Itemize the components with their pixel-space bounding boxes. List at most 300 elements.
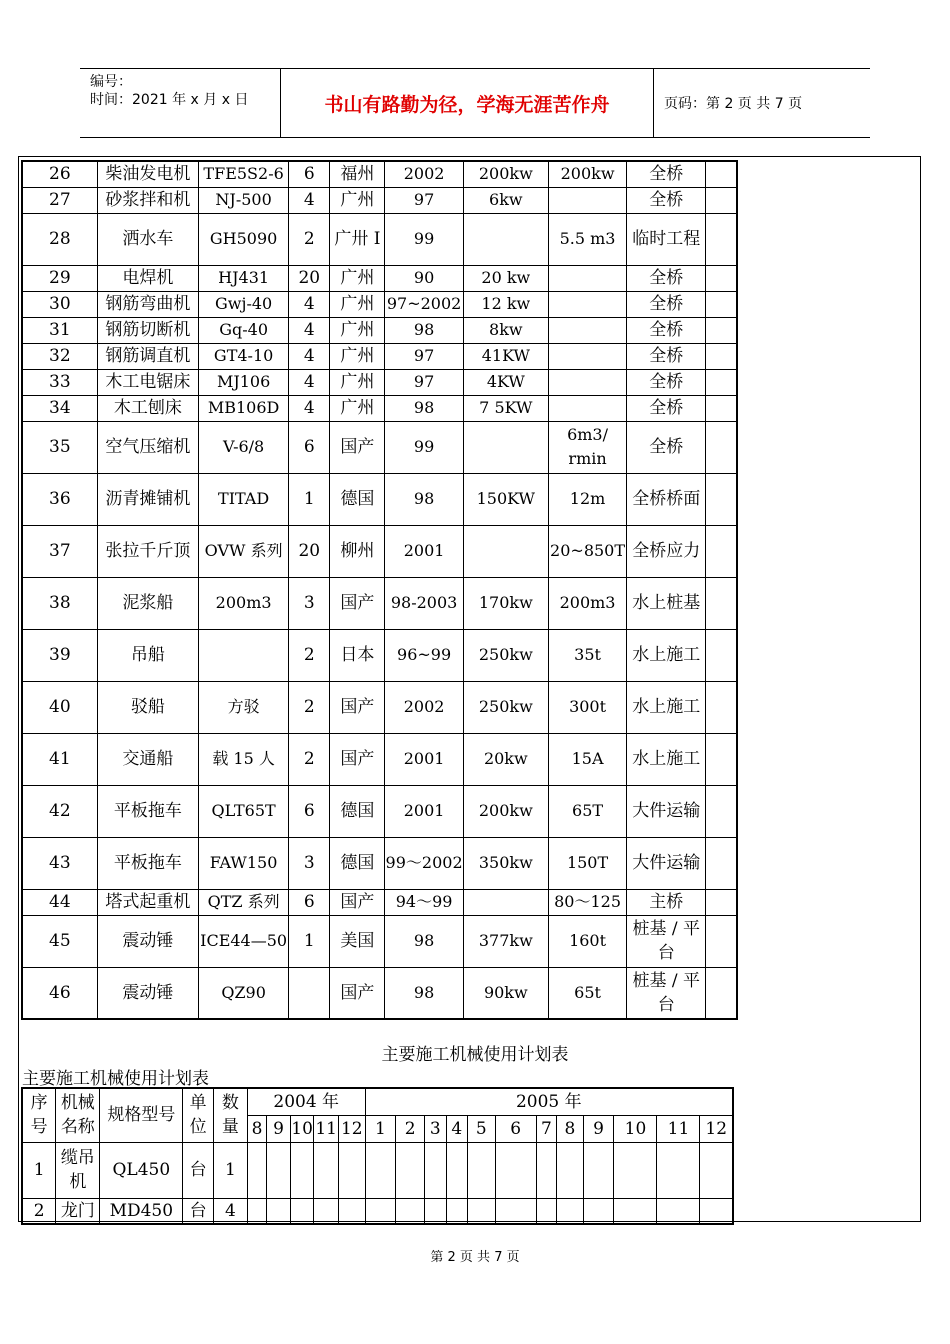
schedule-cell xyxy=(396,1198,425,1224)
table-cell: 45 xyxy=(22,915,97,967)
table-cell: 2002 xyxy=(385,681,463,733)
table-cell: 29 xyxy=(22,265,97,291)
table-cell: 平板拖车 xyxy=(97,785,198,837)
schedule-cell xyxy=(700,1198,733,1224)
table-cell: QZ90 xyxy=(198,967,288,1019)
table-cell xyxy=(706,369,737,395)
table-cell: 98 xyxy=(385,317,463,343)
schedule-cell xyxy=(365,1198,396,1224)
table-row xyxy=(22,473,737,525)
month-header-2005: 8 xyxy=(557,1115,584,1142)
table-cell: 水上施工 xyxy=(627,681,706,733)
schedule-cell xyxy=(446,1142,468,1198)
table-cell: 20 xyxy=(289,265,330,291)
header-year-2005: 2005 年 xyxy=(365,1088,733,1115)
header-quantity: 数量 xyxy=(214,1088,248,1142)
table-cell: 20 xyxy=(289,525,330,577)
table-cell: 4 xyxy=(289,317,330,343)
table-cell xyxy=(706,837,737,889)
month-header-2005: 4 xyxy=(446,1115,468,1142)
schedule-cell xyxy=(657,1142,700,1198)
table-cell: 2001 xyxy=(385,733,463,785)
table-cell: 2 xyxy=(289,213,330,265)
table-cell: 39 xyxy=(22,629,97,681)
table-cell xyxy=(706,577,737,629)
table-cell: QL450 xyxy=(100,1142,183,1198)
table-cell: 德国 xyxy=(330,837,385,889)
schedule-cell xyxy=(700,1142,733,1198)
table-cell: 全桥 xyxy=(627,343,706,369)
schedule-cell xyxy=(536,1198,556,1224)
table-cell: 6 xyxy=(289,161,330,187)
table-cell: 2 xyxy=(289,733,330,785)
table-cell: 方驳 xyxy=(198,681,288,733)
table-row xyxy=(22,421,737,473)
schedule-cell xyxy=(583,1142,614,1198)
schedule-cell xyxy=(468,1142,496,1198)
table-cell: 广州 xyxy=(330,291,385,317)
header-meta xyxy=(80,69,281,137)
month-header-2005: 12 xyxy=(700,1115,733,1142)
table-cell: 全桥桥面 xyxy=(627,473,706,525)
table-cell: 驳船 xyxy=(97,681,198,733)
table-cell: 43 xyxy=(22,837,97,889)
schedule-cell xyxy=(365,1142,396,1198)
month-header-2005: 3 xyxy=(425,1115,447,1142)
table-cell: 65T xyxy=(548,785,626,837)
table-row xyxy=(22,1198,733,1224)
table-cell xyxy=(548,395,626,421)
month-header-2004: 12 xyxy=(338,1115,365,1142)
table-cell: 钢筋切断机 xyxy=(97,317,198,343)
table-cell xyxy=(706,889,737,915)
table-cell: 99 xyxy=(385,213,463,265)
schedule-cell xyxy=(247,1142,266,1198)
schedule-cell xyxy=(425,1198,447,1224)
table-cell: 洒水车 xyxy=(97,213,198,265)
table-cell: 平板拖车 xyxy=(97,837,198,889)
table-cell: 国产 xyxy=(330,733,385,785)
table-cell: 全桥 xyxy=(627,161,706,187)
table-cell xyxy=(463,213,548,265)
table-cell: 全桥 xyxy=(627,317,706,343)
table-cell: 6m3/ rmin xyxy=(548,421,626,473)
table-cell xyxy=(463,889,548,915)
table-cell xyxy=(706,629,737,681)
table-row xyxy=(22,187,737,213)
table-cell: 广州 xyxy=(330,395,385,421)
table-cell: 42 xyxy=(22,785,97,837)
table-cell: MD450 xyxy=(100,1198,183,1224)
time-label: 时间：2021 年 x 月 x 日 xyxy=(90,92,249,108)
schedule-cell xyxy=(468,1198,496,1224)
table-cell xyxy=(706,291,737,317)
schedule-cell xyxy=(290,1142,314,1198)
month-header-2005: 1 xyxy=(365,1115,396,1142)
table-cell: 98 xyxy=(385,967,463,1019)
table-cell: 广州 xyxy=(330,317,385,343)
schedule-cell xyxy=(338,1198,365,1224)
schedule-cell xyxy=(557,1198,584,1224)
table-row xyxy=(22,837,737,889)
table-cell: 钢筋调直机 xyxy=(97,343,198,369)
table-cell xyxy=(463,525,548,577)
table-cell: 大件运输 xyxy=(627,837,706,889)
table-cell: 26 xyxy=(22,161,97,187)
page-footer: 第 2 页 共 7 页 xyxy=(430,1250,520,1265)
month-header-2005: 11 xyxy=(657,1115,700,1142)
table-cell: 电焊机 xyxy=(97,265,198,291)
header-unit: 单位 xyxy=(183,1088,214,1142)
table-cell: 国产 xyxy=(330,421,385,473)
table-cell: 德国 xyxy=(330,473,385,525)
table-row xyxy=(22,369,737,395)
table-cell: 吊船 xyxy=(97,629,198,681)
table-cell xyxy=(548,343,626,369)
table-cell xyxy=(289,967,330,1019)
table-cell xyxy=(706,967,737,1019)
table-cell: 2 xyxy=(289,629,330,681)
table-cell: 水上施工 xyxy=(627,733,706,785)
table-cell: 35 xyxy=(22,421,97,473)
table-caption: 主要施工机械使用计划表 xyxy=(381,1045,569,1065)
table-cell: 日本 xyxy=(330,629,385,681)
table-cell: 砂浆拌和机 xyxy=(97,187,198,213)
month-header-2005: 9 xyxy=(583,1115,614,1142)
table-cell: OVW 系列 xyxy=(198,525,288,577)
table-cell: 4 xyxy=(289,291,330,317)
table-cell: 台 xyxy=(183,1142,214,1198)
table-cell: 龙门 xyxy=(56,1198,100,1224)
month-header-2005: 10 xyxy=(614,1115,657,1142)
equipment-table xyxy=(21,160,738,1020)
table-cell: 塔式起重机 xyxy=(97,889,198,915)
table-cell xyxy=(548,187,626,213)
schedule-cell xyxy=(657,1198,700,1224)
table-cell: 全桥应力 xyxy=(627,525,706,577)
month-header-2004: 10 xyxy=(290,1115,314,1142)
table-cell: TITAD xyxy=(198,473,288,525)
page-header xyxy=(80,68,870,138)
table-cell: 大件运输 xyxy=(627,785,706,837)
table-cell: 8kw xyxy=(463,317,548,343)
table-cell: 97~2002 xyxy=(385,291,463,317)
table-cell: 2 xyxy=(22,1198,56,1224)
table-cell: 99～2002 xyxy=(385,837,463,889)
table-cell xyxy=(198,629,288,681)
table-cell xyxy=(706,915,737,967)
table-cell: 300t xyxy=(548,681,626,733)
table-cell: 交通船 xyxy=(97,733,198,785)
table-cell: 40 xyxy=(22,681,97,733)
table-cell: 3 xyxy=(289,577,330,629)
month-header-2005: 5 xyxy=(468,1115,496,1142)
month-header-2004: 11 xyxy=(314,1115,339,1142)
schedule-cell xyxy=(446,1198,468,1224)
table-row xyxy=(22,681,737,733)
table-cell: 5.5 m3 xyxy=(548,213,626,265)
table-cell: 97 xyxy=(385,187,463,213)
table-cell: 150KW xyxy=(463,473,548,525)
schedule-cell xyxy=(495,1142,536,1198)
table-cell: 4 xyxy=(289,369,330,395)
table-cell: 46 xyxy=(22,967,97,1019)
table-cell xyxy=(706,213,737,265)
table-cell: 木工电锯床 xyxy=(97,369,198,395)
table-row xyxy=(22,161,737,187)
table-row xyxy=(22,213,737,265)
table-cell: GH5090 xyxy=(198,213,288,265)
header-spec: 规格型号 xyxy=(100,1088,183,1142)
table-cell: 临时工程 xyxy=(627,213,706,265)
schedule-cell xyxy=(314,1142,339,1198)
table-cell xyxy=(548,317,626,343)
table-cell: 34 xyxy=(22,395,97,421)
table-cell: 钢筋弯曲机 xyxy=(97,291,198,317)
schedule-cell xyxy=(338,1142,365,1198)
table-cell: 200m3 xyxy=(548,577,626,629)
table-cell: 水上桩基 xyxy=(627,577,706,629)
table-cell: 广州 xyxy=(330,187,385,213)
table-cell xyxy=(706,187,737,213)
table-cell: 泥浆船 xyxy=(97,577,198,629)
month-header-2004: 9 xyxy=(267,1115,291,1142)
table-cell xyxy=(706,161,737,187)
table-cell: 台 xyxy=(183,1198,214,1224)
table-cell: 4 xyxy=(289,395,330,421)
table-cell: 张拉千斤顶 xyxy=(97,525,198,577)
table-cell: 空气压缩机 xyxy=(97,421,198,473)
table-cell xyxy=(706,343,737,369)
table-cell: 德国 xyxy=(330,785,385,837)
table-cell: 90kw xyxy=(463,967,548,1019)
table-cell: 柳州 xyxy=(330,525,385,577)
table-cell: 广州 xyxy=(330,343,385,369)
table-cell: 震动锤 xyxy=(97,967,198,1019)
table-row xyxy=(22,889,737,915)
table-cell: 35t xyxy=(548,629,626,681)
table-row xyxy=(22,967,737,1019)
table-cell: 170kw xyxy=(463,577,548,629)
header-machine-name: 机械名称 xyxy=(56,1088,100,1142)
table-cell: 国产 xyxy=(330,681,385,733)
schedule-cell xyxy=(557,1142,584,1198)
table-row xyxy=(22,629,737,681)
table-cell: 4 xyxy=(214,1198,248,1224)
schedule-cell xyxy=(536,1142,556,1198)
table-cell: Gwj-40 xyxy=(198,291,288,317)
table-row xyxy=(22,1142,733,1198)
table-cell: 2 xyxy=(289,681,330,733)
table-cell: 6 xyxy=(289,785,330,837)
table-cell: 200kw xyxy=(463,785,548,837)
table-cell: 250kw xyxy=(463,629,548,681)
table-cell: 99 xyxy=(385,421,463,473)
table-cell: 38 xyxy=(22,577,97,629)
table-cell: FAW150 xyxy=(198,837,288,889)
table-row xyxy=(22,343,737,369)
table-cell: 98-2003 xyxy=(385,577,463,629)
table-cell: 缆吊机 xyxy=(56,1142,100,1198)
table-cell: 98 xyxy=(385,395,463,421)
table-cell: HJ431 xyxy=(198,265,288,291)
schedule-cell xyxy=(267,1142,291,1198)
table-row xyxy=(22,733,737,785)
table-cell: 28 xyxy=(22,213,97,265)
table-cell: 1 xyxy=(289,473,330,525)
section-title: 主要施工机械使用计划表 xyxy=(22,1069,209,1089)
table-cell: 15A xyxy=(548,733,626,785)
table-cell xyxy=(548,369,626,395)
table-row xyxy=(22,915,737,967)
table-cell: 2001 xyxy=(385,525,463,577)
table-cell: V-6/8 xyxy=(198,421,288,473)
table-cell: 20~850T xyxy=(548,525,626,577)
table-cell: 20 kw xyxy=(463,265,548,291)
table-cell: Gq-40 xyxy=(198,317,288,343)
table-cell: 全桥 xyxy=(627,265,706,291)
table-cell: 36 xyxy=(22,473,97,525)
table-cell: 33 xyxy=(22,369,97,395)
schedule-cell xyxy=(583,1198,614,1224)
table-cell: 94～99 xyxy=(385,889,463,915)
schedule-cell xyxy=(614,1198,657,1224)
table-row xyxy=(22,291,737,317)
table-cell: 377kw xyxy=(463,915,548,967)
table-cell xyxy=(706,785,737,837)
table-cell xyxy=(548,265,626,291)
table-cell xyxy=(706,525,737,577)
table-cell: 20kw xyxy=(463,733,548,785)
table-cell: 国产 xyxy=(330,577,385,629)
table-cell: 载 15 人 xyxy=(198,733,288,785)
table-cell: 国产 xyxy=(330,889,385,915)
plan-header-row-1 xyxy=(22,1088,733,1115)
month-header-2005: 2 xyxy=(396,1115,425,1142)
table-cell: 12m xyxy=(548,473,626,525)
table-cell: 97 xyxy=(385,343,463,369)
table-cell: 12 kw xyxy=(463,291,548,317)
table-cell xyxy=(706,317,737,343)
table-cell: 1 xyxy=(289,915,330,967)
table-cell: 4 xyxy=(289,343,330,369)
table-cell: 98 xyxy=(385,915,463,967)
table-cell: 1 xyxy=(214,1142,248,1198)
table-cell: ICE44—50 xyxy=(198,915,288,967)
table-cell: 沥青摊铺机 xyxy=(97,473,198,525)
table-cell: 30 xyxy=(22,291,97,317)
table-cell: 水上施工 xyxy=(627,629,706,681)
table-cell: 1 xyxy=(22,1142,56,1198)
table-cell: 6kw xyxy=(463,187,548,213)
table-cell: 全桥 xyxy=(627,421,706,473)
table-cell: 98 xyxy=(385,473,463,525)
table-cell: 广州 xyxy=(330,369,385,395)
page-indicator: 页码：第 2 页 共 7 页 xyxy=(664,96,803,112)
schedule-cell xyxy=(614,1142,657,1198)
table-cell: 200kw xyxy=(463,161,548,187)
table-cell: 32 xyxy=(22,343,97,369)
header-index: 序号 xyxy=(22,1088,56,1142)
table-cell: 44 xyxy=(22,889,97,915)
table-cell: 6 xyxy=(289,889,330,915)
table-cell: 震动锤 xyxy=(97,915,198,967)
table-cell: 主桥 xyxy=(627,889,706,915)
table-cell: 80～125 xyxy=(548,889,626,915)
table-cell: 4 xyxy=(289,187,330,213)
table-row xyxy=(22,577,737,629)
table-cell: 31 xyxy=(22,317,97,343)
table-cell: 全桥 xyxy=(627,291,706,317)
month-header-2004: 8 xyxy=(247,1115,266,1142)
table-cell: MB106D xyxy=(198,395,288,421)
table-cell xyxy=(706,395,737,421)
table-row xyxy=(22,317,737,343)
table-cell: 福州 xyxy=(330,161,385,187)
table-cell: 3 xyxy=(289,837,330,889)
month-header-2005: 7 xyxy=(536,1115,556,1142)
table-cell: TFE5S2-6 xyxy=(198,161,288,187)
table-cell: 200kw xyxy=(548,161,626,187)
table-cell: 97 xyxy=(385,369,463,395)
table-cell: 2001 xyxy=(385,785,463,837)
schedule-cell xyxy=(314,1198,339,1224)
table-cell xyxy=(706,473,737,525)
table-cell: 150T xyxy=(548,837,626,889)
table-cell: 4KW xyxy=(463,369,548,395)
month-header-2005: 6 xyxy=(495,1115,536,1142)
table-row xyxy=(22,785,737,837)
table-cell: GT4-10 xyxy=(198,343,288,369)
table-cell: 90 xyxy=(385,265,463,291)
table-row xyxy=(22,525,737,577)
table-cell: 柴油发电机 xyxy=(97,161,198,187)
number-label: 编号： xyxy=(90,74,132,90)
table-cell xyxy=(706,681,737,733)
table-cell: 350kw xyxy=(463,837,548,889)
table-cell: 国产 xyxy=(330,967,385,1019)
table-cell: 160t xyxy=(548,915,626,967)
table-cell: 广州 xyxy=(330,265,385,291)
table-cell: 200m3 xyxy=(198,577,288,629)
schedule-cell xyxy=(495,1198,536,1224)
table-cell: 6 xyxy=(289,421,330,473)
table-cell: 41 xyxy=(22,733,97,785)
table-cell: 全桥 xyxy=(627,187,706,213)
table-cell: 木工刨床 xyxy=(97,395,198,421)
table-cell: 广卅 I xyxy=(330,213,385,265)
table-cell: 41KW xyxy=(463,343,548,369)
motto: 书山有路勤为径，学海无涯苦作舟 xyxy=(281,69,654,137)
header-year-2004: 2004 年 xyxy=(247,1088,365,1115)
table-cell: 7 5KW xyxy=(463,395,548,421)
table-cell: 桩基 / 平台 xyxy=(627,915,706,967)
usage-plan-table xyxy=(21,1087,734,1225)
table-cell: MJ106 xyxy=(198,369,288,395)
table-cell: 27 xyxy=(22,187,97,213)
table-cell: 96~99 xyxy=(385,629,463,681)
table-cell: 桩基 / 平台 xyxy=(627,967,706,1019)
table-cell: QLT65T xyxy=(198,785,288,837)
schedule-cell xyxy=(425,1142,447,1198)
table-cell xyxy=(706,421,737,473)
table-cell: 全桥 xyxy=(627,369,706,395)
schedule-cell xyxy=(267,1198,291,1224)
schedule-cell xyxy=(290,1198,314,1224)
table-row xyxy=(22,265,737,291)
table-cell: 65t xyxy=(548,967,626,1019)
schedule-cell xyxy=(247,1198,266,1224)
